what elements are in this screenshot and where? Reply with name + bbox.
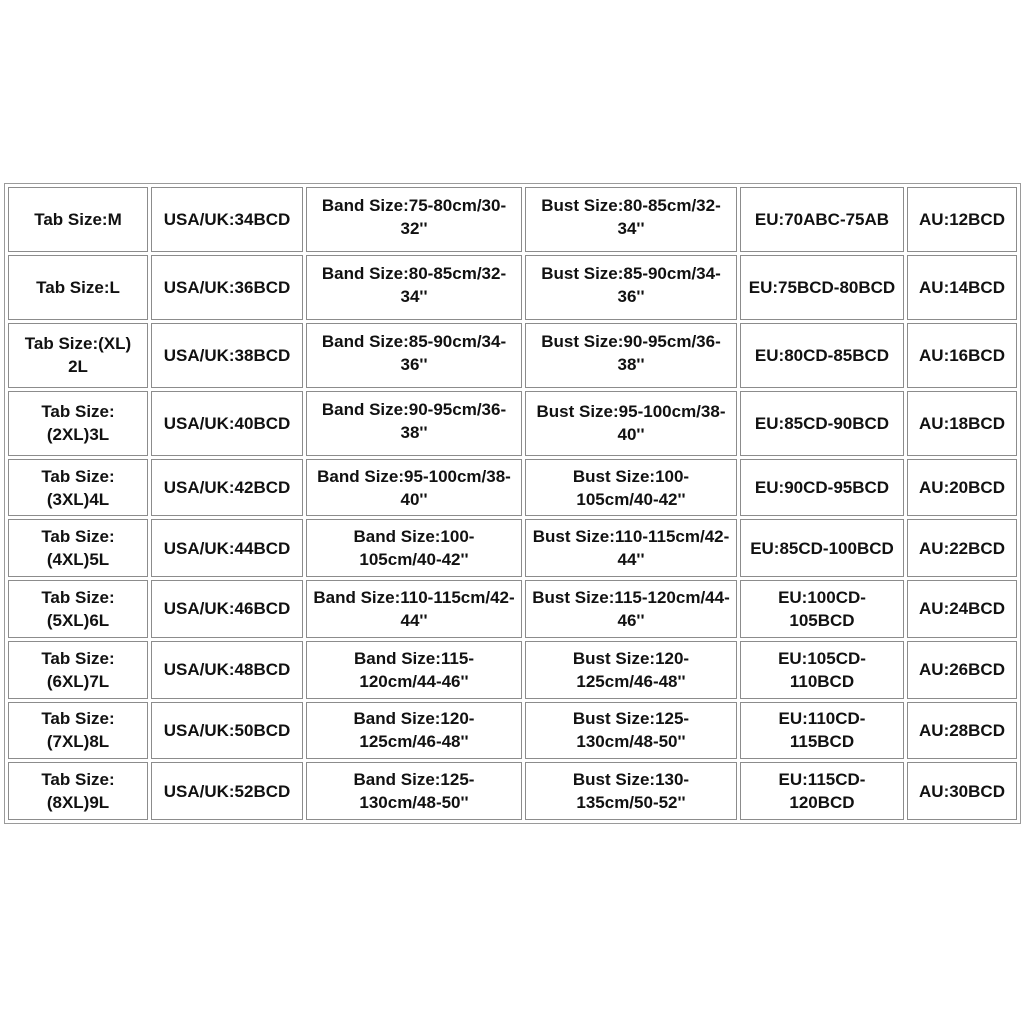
au-size-cell: AU:28BCD [907, 702, 1017, 760]
bust-size-cell: Bust Size:110-115cm/42-44'' [525, 519, 737, 577]
usa-uk-size-cell: USA/UK:38BCD [151, 323, 303, 388]
table-row [8, 762, 1017, 820]
bust-size-cell: Bust Size:120-125cm/46-48'' [525, 641, 737, 699]
usa-uk-size-cell: USA/UK:36BCD [151, 255, 303, 320]
eu-size-cell: EU:90CD-95BCD [740, 459, 904, 517]
tab-size-cell: Tab Size: (6XL)7L [8, 641, 148, 699]
band-size-cell: Band Size:85-90cm/34-36'' [306, 323, 522, 388]
bust-size-cell: Bust Size:125-130cm/48-50'' [525, 702, 737, 760]
au-size-cell: AU:20BCD [907, 459, 1017, 517]
au-size-cell: AU:30BCD [907, 762, 1017, 820]
eu-size-cell: EU:85CD-90BCD [740, 391, 904, 456]
au-size-cell: AU:14BCD [907, 255, 1017, 320]
tab-size-cell: Tab Size:(XL) 2L [8, 323, 148, 388]
bust-size-cell: Bust Size:95-100cm/38-40'' [525, 391, 737, 456]
au-size-cell: AU:26BCD [907, 641, 1017, 699]
band-size-cell: Band Size:110-115cm/42-44'' [306, 580, 522, 638]
table-row [8, 702, 1017, 760]
eu-size-cell: EU:105CD-110BCD [740, 641, 904, 699]
band-size-cell: Band Size:90-95cm/36-38'' [306, 391, 522, 456]
band-size-cell: Band Size:115-120cm/44-46'' [306, 641, 522, 699]
tab-size-cell: Tab Size: (2XL)3L [8, 391, 148, 456]
bust-size-cell: Bust Size:115-120cm/44-46'' [525, 580, 737, 638]
bust-size-cell: Bust Size:80-85cm/32-34'' [525, 187, 737, 252]
band-size-cell: Band Size:120-125cm/46-48'' [306, 702, 522, 760]
eu-size-cell: EU:110CD-115BCD [740, 702, 904, 760]
bust-size-cell: Bust Size:100-105cm/40-42'' [525, 459, 737, 517]
eu-size-cell: EU:115CD-120BCD [740, 762, 904, 820]
usa-uk-size-cell: USA/UK:44BCD [151, 519, 303, 577]
bust-size-cell: Bust Size:130-135cm/50-52'' [525, 762, 737, 820]
tab-size-cell: Tab Size: (3XL)4L [8, 459, 148, 517]
table-row [8, 519, 1017, 577]
tab-size-cell: Tab Size: (8XL)9L [8, 762, 148, 820]
au-size-cell: AU:18BCD [907, 391, 1017, 456]
usa-uk-size-cell: USA/UK:40BCD [151, 391, 303, 456]
eu-size-cell: EU:80CD-85BCD [740, 323, 904, 388]
tab-size-cell: Tab Size:L [8, 255, 148, 320]
tab-size-cell: Tab Size:M [8, 187, 148, 252]
tab-size-cell: Tab Size: (5XL)6L [8, 580, 148, 638]
bust-size-cell: Bust Size:85-90cm/34-36'' [525, 255, 737, 320]
table-row [8, 641, 1017, 699]
au-size-cell: AU:12BCD [907, 187, 1017, 252]
usa-uk-size-cell: USA/UK:50BCD [151, 702, 303, 760]
bust-size-cell: Bust Size:90-95cm/36-38'' [525, 323, 737, 388]
table-row [8, 323, 1017, 388]
table-row [8, 391, 1017, 456]
eu-size-cell: EU:85CD-100BCD [740, 519, 904, 577]
tab-size-cell: Tab Size: (7XL)8L [8, 702, 148, 760]
band-size-cell: Band Size:95-100cm/38-40'' [306, 459, 522, 517]
band-size-cell: Band Size:75-80cm/30-32'' [306, 187, 522, 252]
usa-uk-size-cell: USA/UK:42BCD [151, 459, 303, 517]
au-size-cell: AU:16BCD [907, 323, 1017, 388]
au-size-cell: AU:24BCD [907, 580, 1017, 638]
size-chart-table [4, 183, 1021, 824]
usa-uk-size-cell: USA/UK:46BCD [151, 580, 303, 638]
band-size-cell: Band Size:125-130cm/48-50'' [306, 762, 522, 820]
table-row [8, 187, 1017, 252]
au-size-cell: AU:22BCD [907, 519, 1017, 577]
table-row [8, 255, 1017, 320]
table-row [8, 580, 1017, 638]
table-row [8, 459, 1017, 517]
band-size-cell: Band Size:100-105cm/40-42'' [306, 519, 522, 577]
usa-uk-size-cell: USA/UK:52BCD [151, 762, 303, 820]
usa-uk-size-cell: USA/UK:34BCD [151, 187, 303, 252]
eu-size-cell: EU:70ABC-75AB [740, 187, 904, 252]
eu-size-cell: EU:75BCD-80BCD [740, 255, 904, 320]
usa-uk-size-cell: USA/UK:48BCD [151, 641, 303, 699]
tab-size-cell: Tab Size: (4XL)5L [8, 519, 148, 577]
band-size-cell: Band Size:80-85cm/32-34'' [306, 255, 522, 320]
eu-size-cell: EU:100CD-105BCD [740, 580, 904, 638]
